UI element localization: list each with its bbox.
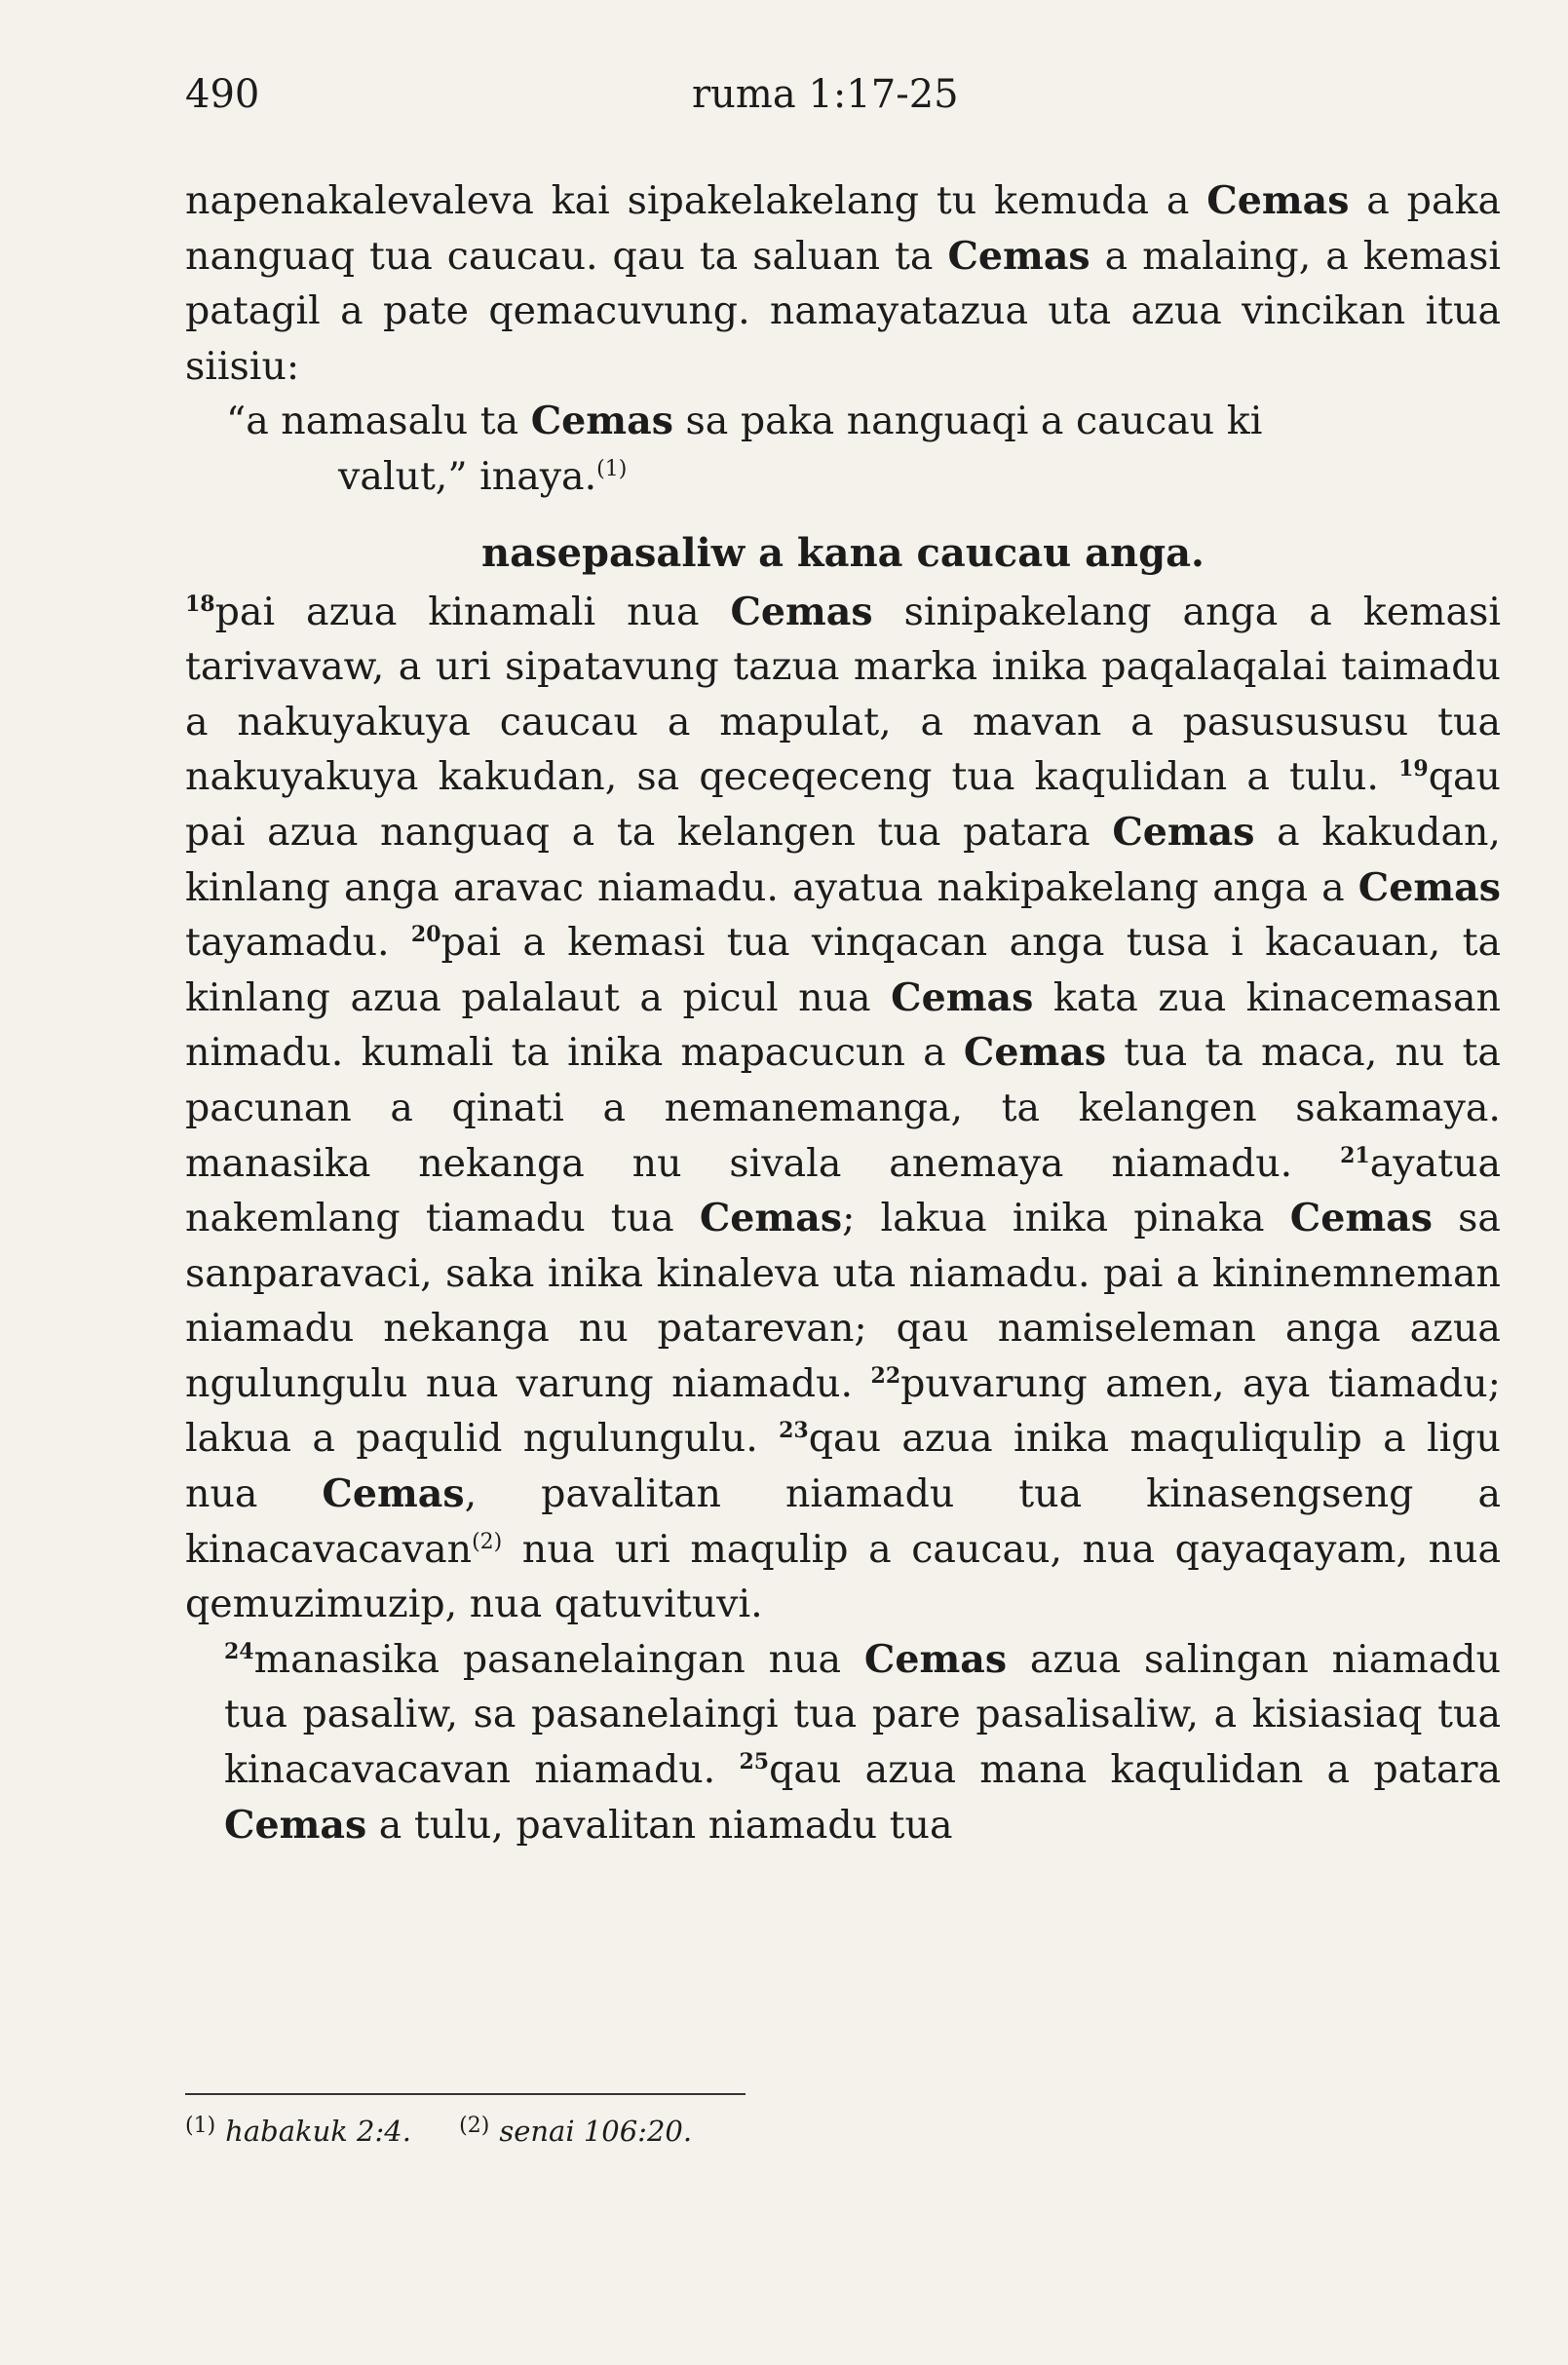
verse-number: 18: [185, 591, 215, 617]
page-header: [185, 60, 1501, 138]
verses-paragraph-2: [185, 1632, 1501, 1852]
text-span: manasika pasanelaingan nua: [253, 1636, 864, 1682]
footnote-2-text: senai 106:20.: [499, 2115, 693, 2148]
scripture-quote: [226, 394, 1501, 504]
section-heading: nasepasaliw a kana caucau anga.: [481, 529, 1205, 576]
footnote-1-text: habakuk 2:4.: [225, 2115, 411, 2148]
emphasis-cemas: Cemas: [963, 1030, 1107, 1076]
text-span: nua uri maqulip a caucau, nua qayaqayam, nua qemuzimuzip, nua qatuvituvi.: [185, 1526, 1501, 1627]
verse-number: 19: [1398, 756, 1429, 782]
emphasis-cemas: Cemas: [1206, 178, 1350, 223]
verses-paragraph-1: [185, 585, 1501, 1632]
text-span: sa paka nanguaqi a caucau ki: [672, 399, 1263, 444]
text-span: qau pai azua nanguaq a ta kelangen tua patara: [185, 754, 1501, 855]
text-span: qau azua inika maquliqulip a ligu nua: [185, 1416, 1501, 1517]
footnotes: [185, 2107, 1501, 2151]
text-span: valut,” inaya.: [338, 453, 597, 499]
intro-paragraph: [185, 173, 1501, 394]
body-text: [185, 173, 1501, 1852]
emphasis-cemas: Cemas: [224, 1802, 367, 1848]
text-span: tua ta maca, nu ta pacunan a qinati a nemanemanga, ta kelangen sakamaya. manasika nekanga nu sivala anemaya niamadu.: [185, 1030, 1501, 1186]
emphasis-cemas: Cemas: [322, 1471, 465, 1517]
emphasis-cemas: Cemas: [1289, 1196, 1433, 1241]
verse-number: 20: [410, 922, 441, 948]
text-span: a malaing, a kemasi patagil a pate qemacuvung. namayatazua uta azua vincikan itua siisiu:: [185, 233, 1501, 389]
text-span: tayamadu.: [185, 920, 411, 966]
emphasis-cemas: Cemas: [891, 974, 1034, 1020]
emphasis-cemas: Cemas: [947, 233, 1090, 279]
emphasis-cemas: Cemas: [1112, 809, 1255, 855]
text-span: sa sanparavaci, saka inika kinaleva uta niamadu. pai a kininemneman niamadu nekanga nu patarevan; qau namiseleman anga azua ngulungulu nua varung niamadu.: [185, 1196, 1501, 1406]
text-span: pai azua kinamali nua: [214, 589, 731, 634]
text-span: a tulu, pavalitan niamadu tua: [366, 1802, 953, 1848]
text-span: kata zua kinacemasan nimadu. kumali ta inika mapacucun a: [185, 974, 1501, 1076]
page-number: 490: [185, 72, 260, 117]
text-span: azua salingan niamadu tua pasaliw, sa pasanelaingi tua pare pasalisaliw, a kisiasiaq tua kinacavacavan niamadu.: [224, 1636, 1502, 1793]
footnote-1-marker: (1): [185, 2114, 216, 2138]
text-span: qau azua mana kaqulidan a patara: [769, 1747, 1502, 1793]
text-span: sinipakelang anga a kemasi tarivavaw, a uri sipatavung tazua marka inika paqalaqalai taimadu a nakuyakuya caucau a mapulat, a mavan a pasusususu tua nakuyakuya kakudan, sa qeceqeceng tua kaqulidan a tulu.: [185, 589, 1501, 800]
quote-continuation: [267, 449, 1501, 505]
footnote-marker: (2): [472, 1529, 503, 1554]
verse-number: 25: [739, 1749, 770, 1775]
emphasis-cemas: Cemas: [1358, 864, 1501, 910]
text-span: puvarung amen, aya tiamadu; lakua a paqulid ngulungulu.: [185, 1360, 1501, 1462]
text-span: a paka nanguaq tua caucau. qau ta saluan ta: [185, 178, 1501, 279]
emphasis-cemas: Cemas: [530, 399, 673, 444]
running-head: ruma 1:17-25: [692, 72, 959, 117]
footnote-divider: [185, 2093, 746, 2095]
text-span: napenakalevaleva kai sipakelakelang tu kemuda a: [185, 178, 1207, 223]
verse-number: 21: [1340, 1142, 1370, 1168]
text-span: pai a kemasi tua vinqacan anga tusa i kacauan, ta kinlang azua palalaut a picul nua: [185, 920, 1502, 1020]
text-span: ayatua nakemlang tiamadu tua: [185, 1140, 1501, 1241]
verse-number: 23: [779, 1418, 809, 1444]
footnote-marker: (1): [596, 456, 628, 481]
emphasis-cemas: Cemas: [730, 589, 873, 634]
emphasis-cemas: Cemas: [699, 1196, 843, 1241]
text-span: a kakudan, kinlang anga aravac niamadu. ayatua nakipakelang anga a: [185, 809, 1501, 910]
text-span: , pavalitan niamadu tua kinasengseng a kinacavacavan: [185, 1471, 1501, 1572]
emphasis-cemas: Cemas: [863, 1636, 1008, 1682]
verse-number: 22: [870, 1362, 901, 1389]
text-span: ; lakua inika pinaka: [842, 1196, 1290, 1241]
verse-number: 24: [224, 1638, 254, 1664]
footnote-2-marker: (2): [459, 2114, 490, 2138]
text-span: “a namasalu ta: [226, 399, 531, 444]
